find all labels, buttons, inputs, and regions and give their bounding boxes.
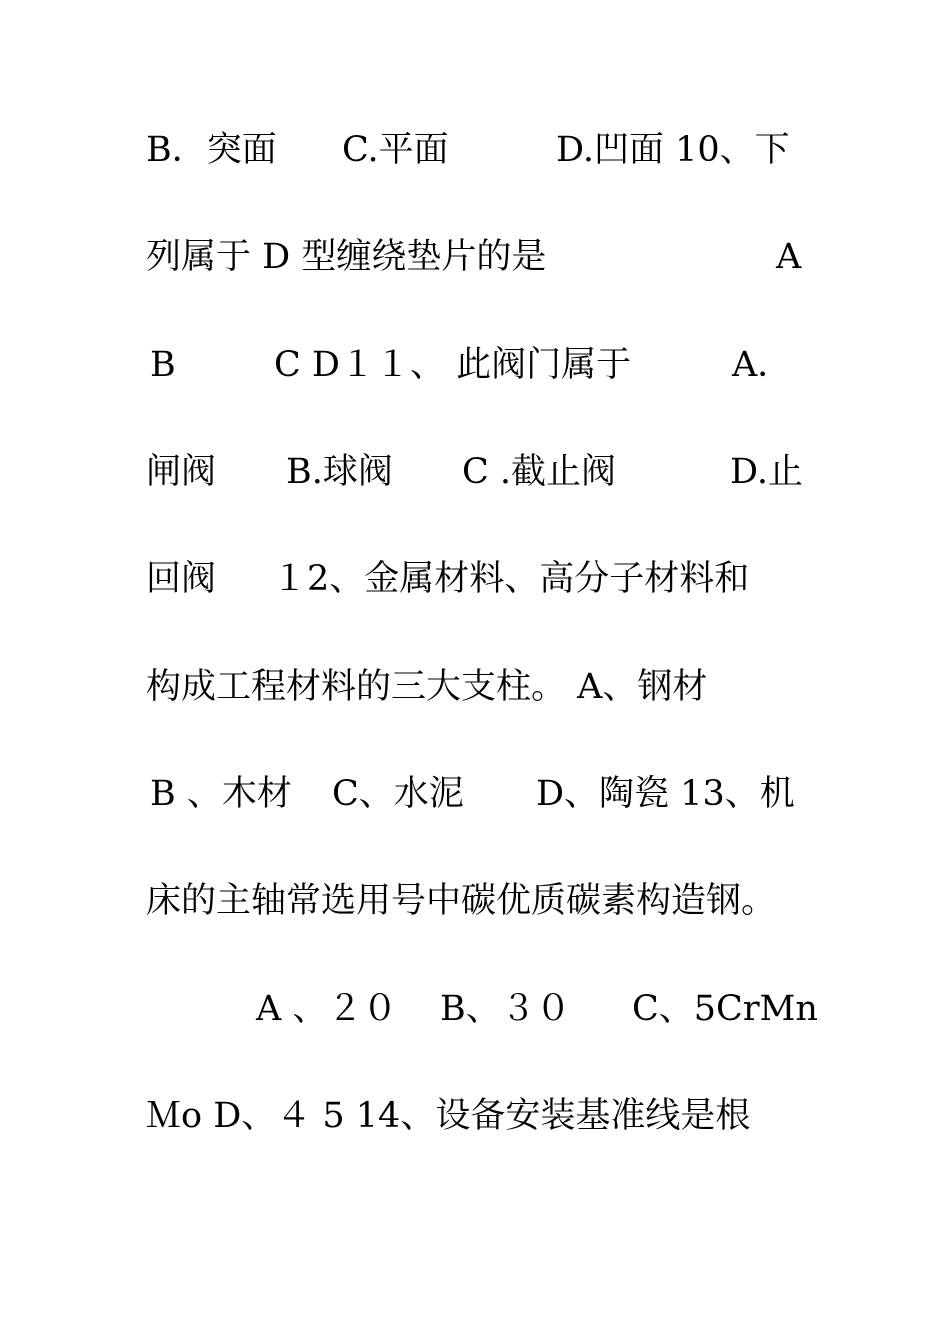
- question-10-text: 列属于 D 型缠绕垫片的是: [146, 237, 547, 277]
- option-b-ball-valve: B.球阀: [286, 452, 393, 492]
- text-line-6: [146, 662, 836, 712]
- question-13-text: 床的主轴常选用号中碳优质碳素构造钢。: [146, 881, 777, 921]
- option-a-20: A 、２０: [256, 989, 398, 1029]
- option-c-flat-face: C.平面: [342, 130, 449, 170]
- option-d-45-and-q14: Ｍo D、４ 5 14、设备安装基准线是根: [146, 1096, 751, 1136]
- text-line-9: [146, 984, 836, 1034]
- text-line-1: [146, 125, 836, 175]
- option-d-recessed-face: D.凹面 10、下: [556, 130, 790, 170]
- option-d-check-valve-start: D.止: [730, 452, 803, 492]
- text-line-3: [146, 340, 836, 390]
- option-d-check-valve-end: 回阀: [146, 559, 217, 599]
- option-c-globe-valve: C .截止阀: [462, 452, 617, 492]
- option-b-wood: B 、木材: [150, 774, 292, 814]
- option-b-label: B: [150, 345, 176, 385]
- option-d-ceramic-and-q13: D、陶瓷 13、机: [536, 774, 795, 814]
- text-line-8: [146, 876, 836, 926]
- question-12-continued: 构成工程材料的三大支柱。 A、钢材: [146, 667, 708, 707]
- option-a-label: A: [776, 237, 802, 277]
- text-line-5: [146, 554, 836, 604]
- option-b-raised-face: B．突面: [146, 130, 277, 170]
- option-a-gate-valve: 闸阀: [146, 452, 217, 492]
- question-12-text: １2、金属材料、高分子材料和: [272, 559, 750, 599]
- text-line-4: [146, 447, 836, 497]
- option-a-prefix: A．: [732, 345, 793, 385]
- text-line-2: [146, 232, 836, 282]
- option-c-cement: C、水泥: [332, 774, 464, 814]
- text-line-7: [146, 769, 836, 819]
- text-line-10: [146, 1091, 836, 1141]
- question-11-text: C D１１、 此阀门属于: [274, 345, 632, 385]
- option-b-30: B、３０: [440, 989, 571, 1029]
- option-c-5crmn: C、5CrMn: [632, 989, 818, 1029]
